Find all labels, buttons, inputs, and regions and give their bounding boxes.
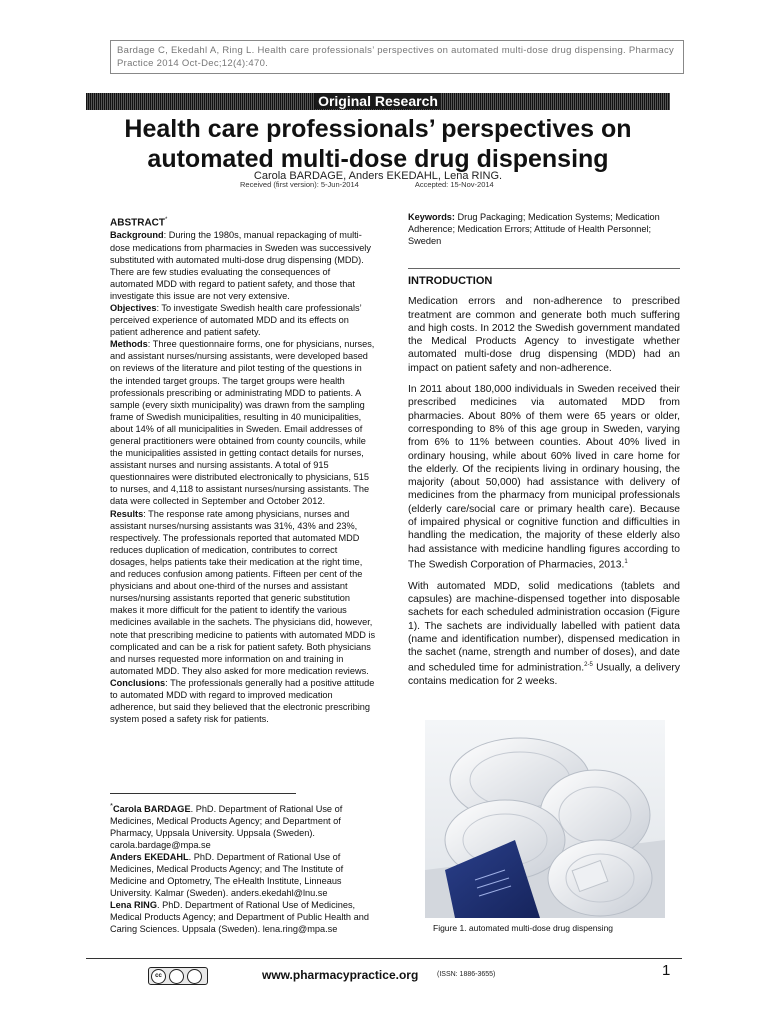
abstract-heading: ABSTRACT* bbox=[110, 217, 168, 229]
cc-icon: cc bbox=[151, 969, 166, 984]
creative-commons-badge bbox=[148, 967, 208, 985]
abstract-conclusions: Conclusions: The professionals generally had a positive attitude to automated MDD with regard to improved medication adherence, but said they believed that the electronic prescribing system posed a safety risk for patients. bbox=[110, 677, 375, 725]
abstract-column bbox=[110, 214, 376, 725]
abstract-methods: Methods: Three questionnaire forms, one for physicians, nurses, and assistant nurses/nursing assistants, were developed based on reviews of the literature and pilot testing of the questions in the intended target groups. The target groups were health professionals prescribing or administrating MDD to patients. A sample (every sixth municipality) was drawn from the sampling frame of Swedish municipalities, resulting in 40 municipalities, about 14% of all municipalities in Sweden. Email addresses of general practitioners were obtained from county councils, while the municipalities assisted in getting contact details for nurses, assistant nurses and nursing assistants. A total of 915 questionnaires were distributed electronically to physicians, 515 to nurses, and 4,118 to assistant nurses/nursing assistants. The data were collected in September and October 2012. bbox=[110, 339, 375, 507]
received-date: Received (first version): 5-Jun-2014 bbox=[240, 180, 359, 189]
abstract-background: Background: During the 1980s, manual repackaging of multi-dose medications from pharmacies in Sweden was successively substituted with automated multi-dose drug dispensing (MDD). There are few studies evaluating the consequences of automated MDD with regard to patient safety, and those that investigate this issue are not very extensive. bbox=[110, 230, 371, 301]
accepted-date: Accepted: 15-Nov-2014 bbox=[414, 180, 494, 189]
keywords: Keywords: Drug Packaging; Medication Systems; Medication Adherence; Medication Errors; Attitude of Health Personnel; Sweden bbox=[408, 212, 660, 247]
section-banner bbox=[86, 93, 670, 110]
page-number: 1 bbox=[662, 962, 671, 979]
introduction-heading: INTRODUCTION bbox=[408, 268, 680, 287]
intro-column bbox=[408, 211, 680, 688]
footnote-author-2: Anders EKEDAHL. PhD. Department of Rational Use of Medicines, Medical Products Agency; and The Institute of Medicine and Optometry, The eHealth Institute, Linneaus University. Kalmar (Sweden). anders.ekedahl@lnu.se bbox=[110, 852, 344, 899]
citation-box: Bardage C, Ekedahl A, Ring L. Health care professionals’ perspectives on automated multi-dose drug dispensing. Pharmacy Practice 2014 Oct-Dec;12(4):470. bbox=[110, 40, 684, 74]
journal-website-link[interactable]: www.pharmacypractice.org bbox=[262, 968, 419, 982]
abstract-objectives: Objectives: To investigate Swedish health care professionals’ perceived experience of automated MDD and its effects on patient adherence and patient safety. bbox=[110, 302, 362, 338]
intro-paragraph-3: With automated MDD, solid medications (tablets and capsules) are machine-dispensed together into disposable sachets for each scheduled administration occasion (Figure 1). The sachets are individually labelled with patient data (name and identification number), dispensed medication in the sachet (name, strength and number of doses), and date and scheduled time for administration.$^{2-5}$ Usually, a delivery contains medication for 2 weeks. bbox=[408, 580, 681, 688]
by-icon bbox=[169, 969, 184, 984]
author-list: Carola BARDAGE, Anders EKEDAHL, Lena RING. bbox=[253, 170, 503, 182]
footnote-author-1: *Carola BARDAGE. PhD. Department of Rational Use of Medicines, Medical Products Agency; and Department of Pharmacy, Uppsala University. Uppsala (Sweden). carola.bardage@mpa.se bbox=[110, 801, 343, 851]
issn: (ISSN: 1886-3655) bbox=[437, 971, 496, 978]
intro-paragraph-1: Medication errors and non-adherence to prescribed treatment are common and generate both much suffering and high costs. In 2012 the Swedish government mandated the Medical Products Agency to investigate whether automated multi-dose drug dispensing (MDD) had an impact on patient safety and non-adherence. bbox=[408, 296, 680, 374]
figure-caption: Figure 1. automated multi-dose drug dispensing bbox=[433, 923, 614, 933]
footer-divider bbox=[86, 958, 682, 959]
dates-line bbox=[240, 180, 502, 189]
nc-icon bbox=[187, 969, 202, 984]
author-footnotes bbox=[110, 800, 376, 935]
intro-paragraph-2: In 2011 about 180,000 individuals in Sweden received their prescribed medicines via automated MDD from pharmacies. About 80% of them were 65 years or older, corresponding to 8% of this age group in Sweden, varying from 6% to 11% between counties. About 40% lived in ordinary housing, while about 60% lived in care home for the elderly. Of the recipients living in ordinary housing, the majority (about 50,000) had assistance with delivery of medicines from the pharmacy from municipal professionals (elderly care/social care or primary health care). Because of impaired physical or cognitive function and difficulties in handling the medication, the majority of these elderly also had assistance with medicine handling figures according to The Swedish Corporation of Pharmacies, 2013.$^1$ bbox=[408, 384, 680, 571]
footnote-author-3: Lena RING. PhD. Department of Rational Use of Medicines, Medical Products Agency; and Department of Public Health and Caring Sciences. Uppsala (Sweden). lena.ring@mpa.se bbox=[110, 900, 369, 935]
figure-1-photo bbox=[425, 720, 665, 918]
article-title: Health care professionals’ perspectives on automated multi-dose drug dispensing bbox=[124, 115, 632, 173]
section-label: Original Research bbox=[315, 93, 441, 109]
footnote-divider bbox=[110, 793, 296, 794]
abstract-results: Results: The response rate among physicians, nurses and assistant nurses/nursing assistants was 31%, 43% and 23%, respectively. The professionals reported that automated MDD reduces duplication of medication, contributes to correct dosages, helps patients take their medication at the right time, and reduces confusion among patients. Fifteen per cent of the physicians and about one-third of the nurses and assistant nurses/nursing assistants reported that generic substitution makes it more difficult for the patient to identify the various medicines available in the sachets. The physicians did, however, note that prescribing medicine to patients with automated MDD is complicated and can be a risk for patient safety. Both physicians and nurses requested more information on and training in automated MDD. They also asked for more medication reviews. bbox=[110, 508, 376, 676]
